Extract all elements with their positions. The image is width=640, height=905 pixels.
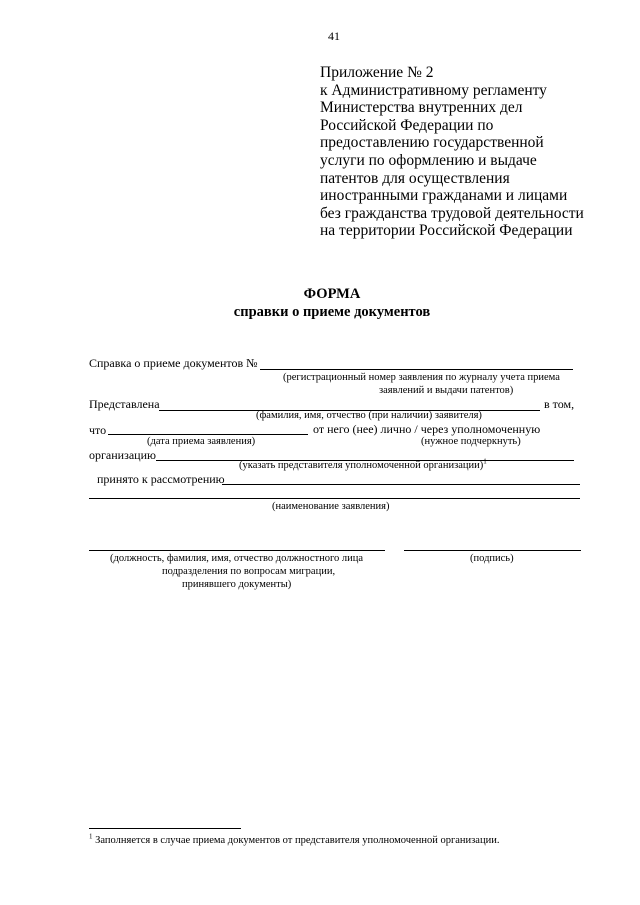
form-subtitle: справки о приеме документов [233,304,431,320]
footnote [89,832,500,846]
signature-field[interactable] [404,550,581,551]
application-date-field[interactable] [108,434,308,435]
official-caption: (должность, фамилия, имя, отчество должностного лица [110,553,364,564]
application-name-field[interactable] [89,498,580,499]
application-name-caption: (наименование заявления) [272,501,390,512]
receipt-number-label: Справка о приеме документов № [89,356,258,370]
page-number: 41 [328,29,340,43]
appendix-line: Приложение № 2 [320,64,434,81]
that-label: что [89,423,107,437]
organization-label: организацию [89,448,156,462]
appendix-line: без гражданства трудовой деятельности [320,204,584,222]
appendix-line: предоставлению государственной [320,134,544,152]
official-caption-end: принявшего документы) [182,579,292,590]
official-caption-cont: подразделения по вопросам миграции, [162,566,336,577]
from-text: от него (нее) лично / через уполномоченную [313,422,541,436]
signature-caption: (подпись) [470,553,514,564]
official-field[interactable] [89,550,385,551]
accepted-field[interactable] [222,484,580,485]
receipt-number-caption-cont: заявлений и выдачи патентов) [379,385,514,396]
footnote-divider [89,828,241,829]
footnote-text: Заполняется в случае приема документов от представителя уполномоченной организации. [95,835,500,846]
appendix-line: Министерства внутренних дел [320,99,523,117]
appendix-line: услуги по оформлению и выдаче [320,151,537,169]
presented-label: Представлена [89,397,160,411]
receipt-number-field[interactable] [260,369,573,370]
underline-caption: (нужное подчеркнуть) [421,436,521,447]
footnote-mark: 1 [89,832,93,841]
appendix-header [320,64,584,240]
appendix-line: к Административному регламенту [320,81,547,99]
presented-suffix: в том, [544,397,575,411]
appendix-line: Российской Федерации по [320,116,494,134]
date-caption: (дата приема заявления) [147,436,256,447]
appendix-line: иностранными гражданами и лицами [320,187,568,205]
receipt-number-caption: (регистрационный номер заявления по журналу учета приема [283,372,560,383]
footnote-reference: 1 [483,457,487,466]
applicant-name-caption: (фамилия, имя, отчество (при наличии) заявителя) [256,410,482,421]
organization-caption: (указать представителя уполномоченной организации)$^1$ [239,457,487,471]
appendix-line: патентов для осуществления [320,169,510,187]
accepted-label: принято к рассмотрению [97,472,225,486]
appendix-line: на территории Российской Федерации [320,222,573,240]
form-title: ФОРМА [303,286,361,302]
